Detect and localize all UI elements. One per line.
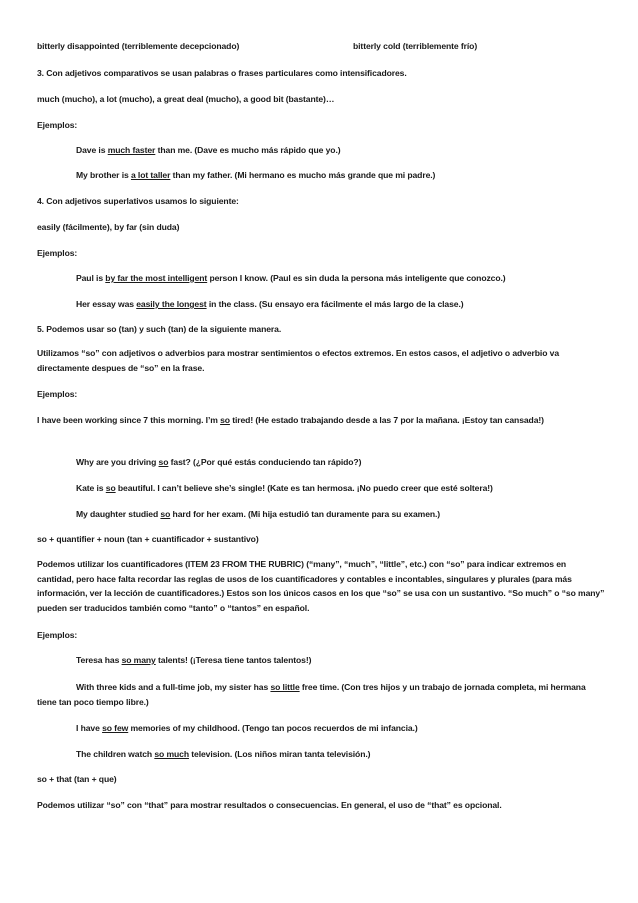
section4-examples-label: Ejemplos: (37, 248, 78, 258)
section5-example-1 (37, 413, 605, 428)
section5-example-2 (76, 455, 606, 470)
example-text: television. (Los niños miran tanta televisión.) (188, 749, 371, 759)
intensifier-left: bitterly disappointed (terriblemente decepcionado) (37, 41, 240, 51)
example-text: Teresa has (76, 655, 122, 665)
example-text: than my father. (Mi hermano es mucho más grande que mi padre.) (170, 170, 436, 180)
formula-so-quantifier: so + quantifier + noun (tan + cuantificador + sustantivo) (37, 534, 259, 544)
example-underlined: so (158, 457, 169, 467)
section3-list: much (mucho), a lot (mucho), a great deal (mucho), a good bit (bastante)… (37, 94, 335, 104)
section5-heading: 5. Podemos usar so (tan) y such (tan) de la siguiente manera. (37, 324, 282, 334)
example-text: I have been working since 7 this morning. I’m (37, 415, 221, 425)
section3-heading: 3. Con adjetivos comparativos se usan palabras o frases particulares como intensificadores. (37, 68, 407, 78)
example-underlined: so few (102, 723, 129, 733)
example-text: talents! (¡Teresa tiene tantos talentos!) (155, 655, 312, 665)
section4-heading: 4. Con adjetivos superlativos usamos lo siguiente: (37, 196, 239, 206)
example-text: free time. (Con tres hijos y un trabajo de jornada completa, mi hermana tiene tan poco tiempo libre.) (37, 682, 586, 707)
example-underlined: so much (154, 749, 189, 759)
section5-examples-label-2: Ejemplos: (37, 630, 78, 640)
example-text: person I know. (Paul es sin duda la persona más inteligente que conozco.) (207, 273, 506, 283)
example-text: in the class. (Su ensayo era fácilmente el más largo de la clase.) (206, 299, 464, 309)
section5-example-6 (37, 680, 605, 709)
section5-example-8 (76, 747, 606, 762)
example-text: With three kids and a full-time job, my sister has (76, 682, 271, 692)
example-text: memories of my childhood. (Tengo tan pocos recuerdos de mi infancia.) (128, 723, 418, 733)
section5-example-3 (76, 481, 606, 496)
example-underlined: so little (270, 682, 300, 692)
section4-list: easily (fácilmente), by far (sin duda) (37, 222, 180, 232)
example-underlined: much faster (107, 145, 156, 155)
section3-example-2 (76, 168, 606, 183)
example-text: My brother is (76, 170, 131, 180)
section5-paragraph-1: Utilizamos “so” con adjetivos o adverbios para mostrar sentimientos o efectos extremos. En estos casos, el adjetivo o adverbio va directamente despues de “so” en la frase. (37, 348, 559, 373)
formula-so-that: so + that (tan + que) (37, 774, 117, 784)
example-underlined: a lot taller (130, 170, 171, 180)
example-underlined: so many (121, 655, 156, 665)
section5-paragraph-2: Podemos utilizar los cuantificadores (ITEM 23 FROM THE RUBRIC) (“many”, “much”, “little”, etc.) con “so” para indicar extremos en cantidad, pero hace falta recordar las reglas de usos de los cuantificadores y contables e incontables, singulares y plurales (para más información, ver la lección de cuantificadores.) Estos son los únicos casos en los que “so” se usa con un sustantivo. “So much” o “so many” pueden ser traducidos también como “tanto” o “tantos” en español. (37, 559, 605, 613)
section5-example-7 (76, 721, 606, 736)
example-text: I have (76, 723, 103, 733)
intensifier-row (37, 39, 605, 54)
example-text: tired! (He estado trabajando desde a las 7 por la mañana. ¡Estoy tan cansada!) (229, 415, 544, 425)
section5-example-4 (76, 507, 606, 522)
section4-example-1 (76, 271, 606, 286)
section5-example-5 (76, 653, 606, 668)
example-text: fast? (¿Por qué estás conduciendo tan rápido?) (168, 457, 362, 467)
example-text: Her essay was (76, 299, 137, 309)
example-underlined: so (160, 509, 171, 519)
section3-examples-label: Ejemplos: (37, 120, 78, 130)
section5-paragraph-3: Podemos utilizar “so” con “that” para mostrar resultados o consecuencias. En general, el uso de “that” es opcional. (37, 800, 502, 810)
example-text: The children watch (76, 749, 155, 759)
intensifier-right: bitterly cold (terriblemente frío) (353, 41, 478, 51)
example-text: Kate is (76, 483, 106, 493)
example-text: Dave is (76, 145, 108, 155)
example-underlined: easily the longest (136, 299, 207, 309)
section5-examples-label: Ejemplos: (37, 389, 78, 399)
example-text: beautiful. I can’t believe she’s single! (Kate es tan hermosa. ¡No puedo creer que esté soltera!) (115, 483, 493, 493)
example-text: Paul is (76, 273, 106, 283)
example-underlined: by far the most intelligent (105, 273, 208, 283)
example-underlined: so (220, 415, 230, 425)
section4-example-2 (76, 297, 606, 312)
example-underlined: so (105, 483, 116, 493)
example-text: My daughter studied (76, 509, 161, 519)
example-text: Why are you driving (76, 457, 159, 467)
section3-example-1 (76, 143, 606, 158)
example-text: hard for her exam. (Mi hija estudió tan duramente para su examen.) (170, 509, 441, 519)
example-text: than me. (Dave es mucho más rápido que yo.) (155, 145, 341, 155)
